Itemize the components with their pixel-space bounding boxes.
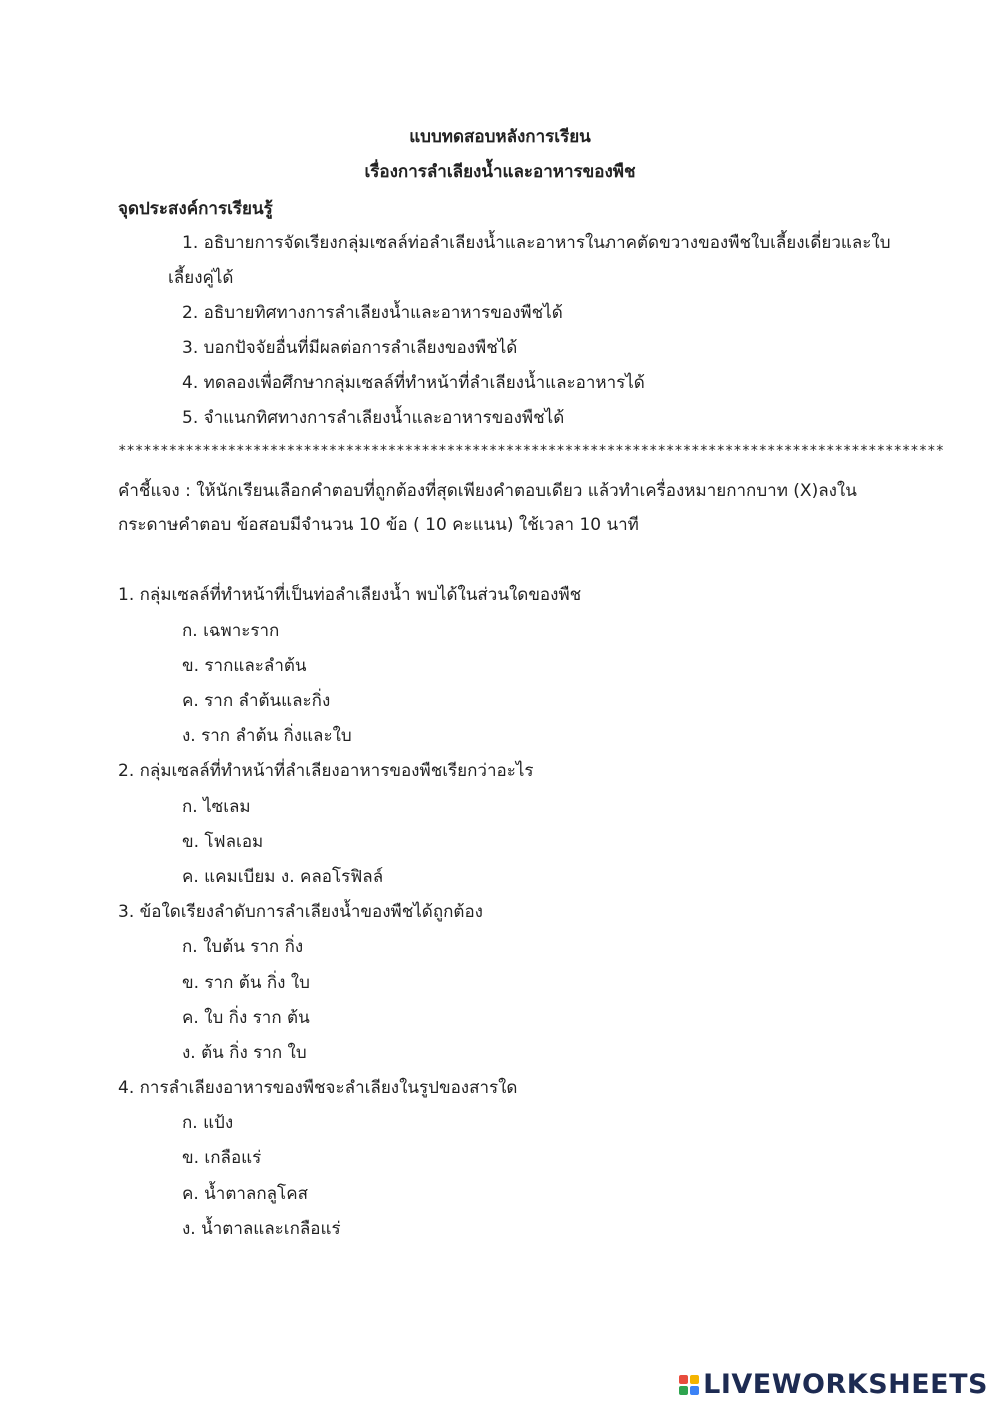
answer-option[interactable]: ข. รากและลำต้น (182, 656, 307, 676)
objective-item: 1. อธิบายการจัดเรียงกลุ่มเซลล์ท่อลำเลียงน้ำและอาหารในภาคตัดขวางของพืชใบเลี้ยงเดี่ยวและใบ (182, 233, 891, 253)
objectives-heading: จุดประสงค์การเรียนรู้ (118, 199, 273, 219)
objective-item: 3. บอกปัจจัยอื่นที่มีผลต่อการลำเลียงของพืชได้ (182, 338, 518, 358)
question-text: 3. ข้อใดเรียงลำดับการลำเลียงน้ำของพืชได้ถูกต้อง (118, 902, 483, 922)
question-text: 4. การลำเลียงอาหารของพืชจะลำเลียงในรูปของสารใด (118, 1078, 518, 1098)
answer-option[interactable]: ค. แคมเบียม ง. คลอโรฟิลล์ (182, 867, 384, 887)
answer-option[interactable]: ง. น้ำตาลและเกลือแร่ (182, 1219, 341, 1239)
question-text: 2. กลุ่มเซลล์ที่ทำหน้าที่ลำเลียงอาหารของพืชเรียกว่าอะไร (118, 761, 534, 781)
objective-item: 2. อธิบายทิศทางการลำเลียงน้ำและอาหารของพืชได้ (182, 303, 563, 323)
answer-option[interactable]: ค. น้ำตาลกลูโคส (182, 1184, 308, 1204)
logo-square-icon (679, 1386, 688, 1395)
answer-option[interactable]: ค. ใบ กิ่ง ราก ต้น (182, 1008, 310, 1028)
answer-option[interactable]: ก. แป้ง (182, 1113, 234, 1133)
logo-square-icon (690, 1375, 699, 1384)
objective-item: 5. จำแนกทิศทางการลำเลียงน้ำและอาหารของพืชได้ (182, 408, 565, 428)
separator-line: ************************************************************************************************** (118, 443, 945, 459)
logo-wordmark: LIVEWORKSHEETS (703, 1369, 988, 1400)
page-title: แบบทดสอบหลังการเรียน (409, 127, 591, 147)
logo-mark-icon (679, 1375, 699, 1395)
answer-option[interactable]: ข. โฟลเอม (182, 832, 264, 852)
answer-option[interactable]: ง. ราก ลำต้น กิ่งและใบ (182, 726, 352, 746)
answer-option[interactable]: ค. ราก ลำต้นและกิ่ง (182, 691, 331, 711)
answer-option[interactable]: ก. ไซเลม (182, 797, 251, 817)
page-subtitle: เรื่องการลำเลียงน้ำและอาหารของพืช (364, 162, 636, 182)
instructions-line: คำชี้แจง : ให้นักเรียนเลือกคำตอบที่ถูกต้องที่สุดเพียงคำตอบเดียว แล้วทำเครื่องหมายกากบาท (X)ลงใน (118, 481, 857, 501)
objective-item: 4. ทดลองเพื่อศึกษากลุ่มเซลล์ที่ทำหน้าที่ลำเลียงน้ำและอาหารได้ (182, 373, 645, 393)
liveworksheets-logo (679, 1370, 988, 1400)
question-text: 1. กลุ่มเซลล์ที่ทำหน้าที่เป็นท่อลำเลียงน้ำ พบได้ในส่วนใดของพืช (118, 585, 582, 605)
logo-square-icon (690, 1386, 699, 1395)
answer-option[interactable]: ข. เกลือแร่ (182, 1148, 262, 1168)
instructions-line: กระดาษคำตอบ ข้อสอบมีจำนวน 10 ข้อ ( 10 คะแนน) ใช้เวลา 10 นาที (118, 515, 639, 535)
answer-option[interactable]: ก. เฉพาะราก (182, 621, 280, 641)
answer-option[interactable]: ก. ใบต้น ราก กิ่ง (182, 937, 304, 957)
logo-square-icon (679, 1375, 688, 1384)
objective-item: เลี้ยงคู่ได้ (168, 268, 234, 288)
answer-option[interactable]: ง. ต้น กิ่ง ราก ใบ (182, 1043, 307, 1063)
answer-option[interactable]: ข. ราก ต้น กิ่ง ใบ (182, 973, 310, 993)
